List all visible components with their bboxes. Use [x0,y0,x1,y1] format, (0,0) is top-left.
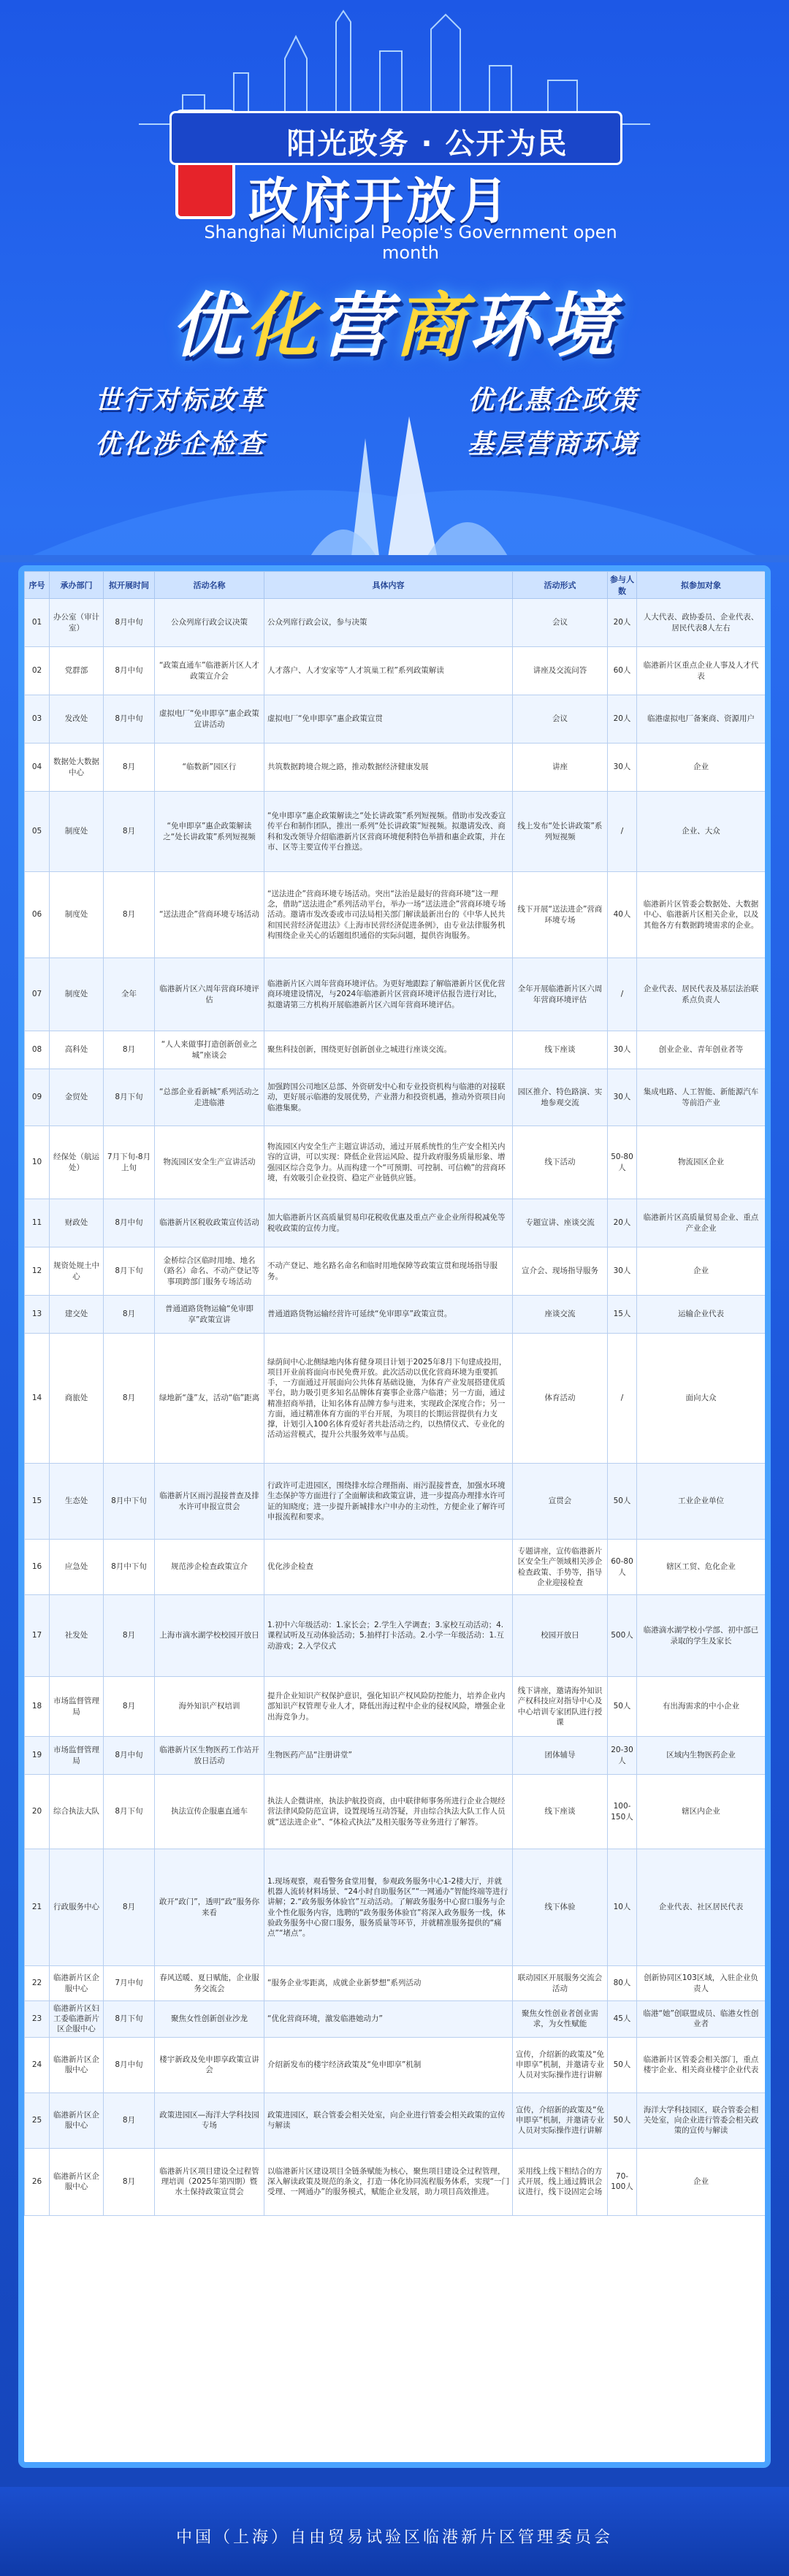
table-cell: 聚焦女性创业者创业需求，为女性赋能 [513,2001,608,2038]
table-cell: 8月 [104,1296,155,1334]
main-title: 政府开放月 [248,173,512,231]
table-cell: 会议 [513,695,608,744]
table-cell: 春风送暖、夏日赋能，企业服务交流会 [155,1966,264,2001]
table-cell: 物流园区安全生产宣讲活动 [155,1126,264,1199]
table-body [25,599,766,2216]
table-row [25,1775,766,1849]
table-cell: 加大临港新片区高质量贸易印花税收优惠及重点产业企业所得税减免等税收政策的宣传力度。 [264,1199,513,1247]
table-cell: 30人 [608,1247,637,1296]
table-cell: 建交处 [50,1296,104,1334]
table-cell: 16 [25,1540,50,1595]
table-cell: 8月 [104,872,155,958]
table-cell: 线下座谈 [513,1031,608,1069]
table-cell: 区域内生物医药企业 [637,1737,766,1775]
table-cell: 采用线上线下相结合的方式开展，线上通过腾讯会议进行，线下设固定会场 [513,2148,608,2215]
table-cell: 20-30人 [608,1737,637,1775]
table-cell: “总部企业看新城”系列活动之走进临港 [155,1069,264,1126]
table-cell: 500人 [608,1595,637,1677]
table-row [25,1849,766,1966]
table-cell: 50-80人 [608,1126,637,1199]
table-cell: 宣传，介绍新的政策及“免申即享”机制，并邀请专业人员对实际操作进行讲解 [513,2037,608,2092]
table-cell: 线下讲座，邀请海外知识产权科技应对指导中心及中心培训专家团队进行授课 [513,1677,608,1737]
hero-banner [0,0,789,562]
table-cell: 临港新片区项目建设全过程管理培训（2025年第四期）暨水土保持政策宣贯会 [155,2148,264,2215]
table-cell: 公众列席行政会议，参与决策 [264,599,513,647]
footer [0,2487,789,2576]
activity-table-panel [18,565,771,2468]
table-cell: 物流园区内安全生产主题宣讲活动，通过开展系统性的生产安全相关内容的宣讲，可以实现：降低企业营运风险、提升政府服务质量形象、增强园区综合竞争力。从而构建一个“可预期、可控制、可信赖”的营商环境，有效吸引企业投资、稳定产业链供应链。 [264,1126,513,1199]
table-cell: 临港新片区企服中心 [50,2092,104,2148]
table-cell: 企业 [637,744,766,792]
table-cell: 08 [25,1031,50,1069]
table-cell: 临港新片区生物医药工作站开放日活动 [155,1737,264,1775]
table-cell: 40人 [608,872,637,958]
table-row [25,1334,766,1464]
table-cell: 8月 [104,1849,155,1966]
table-row [25,1296,766,1334]
table-cell: 02 [25,647,50,695]
table-cell: 面向大众 [637,1334,766,1464]
column-header: 参与人数 [608,572,637,599]
table-cell: 党群部 [50,647,104,695]
table-cell: 23 [25,2001,50,2038]
table-cell: “送法进企”营商环境专场活动。突出“法治是最好的营商环境”这一理念，借助“送法进企”系列活动平台，举办一场“送法进企”营商环境专场活动。邀请市发改委或市司法局相关部门解读最新出台的《中华人民共和国民营经济促进法》《上海市民营经济促进条例》，由专业法律服务机构围绕企业关心的话题组织通俗的实际问题，提供咨询服务。 [264,872,513,958]
table-cell: 企业 [637,1247,766,1296]
table-cell: “人人来做事打造创新创业之城”座谈会 [155,1031,264,1069]
footer-org: 中国（上海）自由贸易试验区临港新片区管理委员会 [175,2529,613,2547]
table-cell: 团体辅导 [513,1737,608,1775]
table-cell: 规范涉企检查政策宣介 [155,1540,264,1595]
table-cell: 19 [25,1737,50,1775]
tag-4: 基层营商环境 [468,429,639,459]
table-cell: 8月中下旬 [104,1540,155,1595]
table-cell: 企业 [637,2148,766,2215]
table-cell: 临港新片区企服中心 [50,2037,104,2092]
slogan-text: 阳光政务 · 公开为民 [286,127,568,161]
column-header: 序号 [25,572,50,599]
table-row [25,2092,766,2148]
table-cell: 宣贯会 [513,1464,608,1540]
table-cell: 05 [25,792,50,872]
table-cell: 01 [25,599,50,647]
table-cell: 综合执法大队 [50,1775,104,1849]
table-cell: 1.初中六年级活动：1.家长会；2.学生入学调查；3.家校互动活动；4.课程试听及互动体验活动；5.抽样打卡活动。2.小学一年级活动：1.互动游戏；2.入学仪式 [264,1595,513,1677]
table-cell: “免申即享”惠企政策解读之“处长讲政策”系列短视频 [155,792,264,872]
table-cell: 普通道路货物运输经营许可延续“免审即享”政策宣贯。 [264,1296,513,1334]
table-cell: 17 [25,1595,50,1677]
table-cell: 8月中旬 [104,2037,155,2092]
english-subtitle: Shanghai Municipal People's Government open month [204,222,617,263]
table-cell: 人才落户、人才安家等“人才筑巢工程”系列政策解读 [264,647,513,695]
column-header: 拟参加对象 [637,572,766,599]
table-cell: 临港新片区妇工委临港新片区企服中心 [50,2001,104,2038]
table-cell: 行政许可走进园区，围绕排水综合理指南、雨污混接普查，加强水环境生态保护等方面进行了全面解读和政策宣讲，进一步提高办理排水许可证的知晓度；进一步提升新城排水户申办的主动性，方便企业了解许可申报流程和要求。 [264,1464,513,1540]
table-cell: 线下体验 [513,1849,608,1966]
table-cell: 虚拟电厂“免申即享”惠企政策宣贯 [264,695,513,744]
table-cell: 临港新片区管委会相关部门，重点楼宇企业、相关商业楼宇企业代表 [637,2037,766,2092]
table-row [25,1677,766,1737]
theme-part-1: 优 [171,285,245,367]
table-cell: “服务企业零距离，成就企业新梦想”系列活动 [264,1966,513,2001]
column-header: 活动名称 [155,572,264,599]
table-row [25,1126,766,1199]
table-cell: 执法宣传企服惠直通车 [155,1775,264,1849]
table-cell: 海洋大学科技园区，联合管委会相关处室，向企业进行管委会相关政策的宣传与解读 [637,2092,766,2148]
table-cell: “免申即享”惠企政策解读之“处长讲政策”系列短视频。借助市发改委宣传平台和制作团队，推出一系列“处长讲政策”短视频。拟邀请发改、商科和发改领导介绍临港新片区营商环境便利特色举措和惠企政策，并在市、区等主要宣传平台推送。 [264,792,513,872]
table-cell: 高科处 [50,1031,104,1069]
table-cell: 校园开放日 [513,1595,608,1677]
table-cell: 企业代表、居民代表及基层法治联系点负责人 [637,958,766,1031]
table-cell: 8月 [104,2092,155,2148]
table-cell: 50人 [608,2092,637,2148]
table-cell: 7月下旬-8月上旬 [104,1126,155,1199]
table-cell: 工业企业单位 [637,1464,766,1540]
table-cell: 有出海需求的中小企业 [637,1677,766,1737]
table-cell: “政策直通车”临港新片区人才政策宣介会 [155,647,264,695]
table-cell: 讲座 [513,744,608,792]
table-cell: 物流园区企业 [637,1126,766,1199]
table-cell: 以临港新片区建设项目全链条赋能为核心，聚焦项目建设全过程管理，深入解读政策及规范的条文，打造一体化协同流程服务体系，实现“一门受理、一网通办”的服务模式，赋能企业发展，助力项目高效推进。 [264,2148,513,2215]
table-row [25,2148,766,2215]
table-cell: 生态处 [50,1464,104,1540]
table-cell: 30人 [608,1031,637,1069]
table-cell: 线上发布“处长讲政策”系列短视频 [513,792,608,872]
table-cell: 8月中下旬 [104,1464,155,1540]
table-cell: 创新协同区103区域，入驻企业负责人 [637,1966,766,2001]
table-cell: 临港新片区企服中心 [50,2148,104,2215]
table-cell: 会议 [513,599,608,647]
table-cell: 财政处 [50,1199,104,1247]
table-cell: 8月中旬 [104,1199,155,1247]
table-cell: 共筑数据跨境合规之路，推动数据经济健康发展 [264,744,513,792]
table-row [25,1966,766,2001]
table-cell: 制度处 [50,958,104,1031]
table-cell: 临港新片区重点企业人事及人才代表 [637,647,766,695]
table-cell: 社发处 [50,1595,104,1677]
table-cell: 8月中旬 [104,1737,155,1775]
table-cell: 07 [25,958,50,1031]
table-row [25,792,766,872]
table-cell: 金桥综合区临时用地、地名（路名）命名、不动产登记等事项跨部门服务专场活动 [155,1247,264,1296]
table-cell: 专题讲座，宣传临港新片区安全生产领域相关涉企检查政策、手势等，指导企业迎接检查 [513,1540,608,1595]
table-cell: 执法人企微讲座，执法护航投资商，由中联律师事务所进行企业合规经营法律风险防范宣讲，设置现场互动答疑，并由综合执法大队工作人员就“送法进企业”、“体检式执法”及相关服务等业务进行了解答。 [264,1775,513,1849]
table-cell: 楼宇新政及免申即享政策宣讲会 [155,2037,264,2092]
table-cell: 8月下旬 [104,1069,155,1126]
table-cell: 60人 [608,647,637,695]
theme-title [0,270,789,370]
table-cell: 临港新片区高质量贸易企业、重点产业企业 [637,1199,766,1247]
table-row [25,647,766,695]
table-cell: 人大代表、政协委员、企业代表、居民代表8人左右 [637,599,766,647]
table-cell: “临数新”园区行 [155,744,264,792]
table-cell: 22 [25,1966,50,2001]
table-cell: 市场监督管理局 [50,1677,104,1737]
table-cell: 8月下旬 [104,1247,155,1296]
table-cell: 创业企业、青年创业者等 [637,1031,766,1069]
table-row [25,1464,766,1540]
table-cell: 20人 [608,599,637,647]
table-cell: 8月中旬 [104,647,155,695]
table-cell: 宣介会、现场指导服务 [513,1247,608,1296]
table-cell: 应急处 [50,1540,104,1595]
table-cell: “优化营商环境，激发临港她动力” [264,2001,513,2038]
table-cell: 50人 [608,1464,637,1540]
table-row [25,1737,766,1775]
table-cell: 运输企业代表 [637,1296,766,1334]
theme-part-4: 商 [394,285,469,367]
table-cell: 8月 [104,1677,155,1737]
table-cell: 25 [25,2092,50,2148]
table-cell: “送法进企”营商环境专场活动 [155,872,264,958]
table-cell: 聚焦科技创新，围绕更好创新创业之城进行座谈交流。 [264,1031,513,1069]
table-row [25,2037,766,2092]
table-cell: 8月下旬 [104,2001,155,2038]
table-header-row [25,572,766,599]
table-cell: 临港新片区六周年营商环境评估。为更好地跟踪了解临港新片区优化营商环境建设情况，与2024年临港新片区营商环境评估报告进行对比，拟邀请第三方机构开展临港新片区六周年营商环境评估。 [264,958,513,1031]
table-cell: 8月中旬 [104,599,155,647]
table-cell: 8月 [104,2148,155,2215]
table-cell: 辖区工贸、危化企业 [637,1540,766,1595]
table-cell: 临港新片区税收政策宣传活动 [155,1199,264,1247]
table-cell: 8月 [104,792,155,872]
table-cell: 规资处规土中心 [50,1247,104,1296]
table-cell: 联动园区开展服务交流会活动 [513,1966,608,2001]
table-cell: 50人 [608,1677,637,1737]
table-cell: 办公室（审计室） [50,599,104,647]
table-cell: 政策进园区—海洋大学科技园专场 [155,2092,264,2148]
table-cell: 03 [25,695,50,744]
table-cell: 线下开展“送法进企”营商环境专场 [513,872,608,958]
table-cell: 集成电路、人工智能、新能源汽车等前沿产业 [637,1069,766,1126]
table-cell: 21 [25,1849,50,1966]
table-row [25,1540,766,1595]
table-cell: 临港新片区雨污混接普查及排水许可申报宣贯会 [155,1464,264,1540]
table-cell: 制度处 [50,792,104,872]
table-cell: 企业代表、社区居民代表 [637,1849,766,1966]
table-cell: 30人 [608,744,637,792]
table-cell: 金贸处 [50,1069,104,1126]
table-cell: 加强跨国公司地区总部、外资研发中心和专业投资机构与临港的对接联动，更好展示临港的发展优势，产业潜力和投资机遇，推动外资项目向临港集聚。 [264,1069,513,1126]
table-cell: 70-100人 [608,2148,637,2215]
column-header: 具体内容 [264,572,513,599]
table-cell: 45人 [608,2001,637,2038]
column-header: 活动形式 [513,572,608,599]
column-header: 承办部门 [50,572,104,599]
table-cell: 专题宣讲、座谈交流 [513,1199,608,1247]
table-cell: 虚拟电厂“免申即享”惠企政策宣讲活动 [155,695,264,744]
table-cell: 临港新片区六周年营商环境评估 [155,958,264,1031]
table-row [25,1031,766,1069]
table-cell: 临港虚拟电厂备案商、资源用户 [637,695,766,744]
table-cell: 宣传，介绍新的政策及“免申即享”机制，并邀请专业人员对实际操作进行讲解 [513,2092,608,2148]
table-cell: 不动产登记、地名路名命名和临时用地保障等政策宣贯和现场指导服务。 [264,1247,513,1296]
table-cell: 20 [25,1775,50,1849]
table-cell: 80人 [608,1966,637,2001]
table-cell: / [608,792,637,872]
table-cell: 临港新片区企服中心 [50,1966,104,2001]
table-cell: 经保处（航运处） [50,1126,104,1199]
theme-part-3: 营 [320,285,394,367]
table-cell: 8月中旬 [104,695,155,744]
table-cell: 15人 [608,1296,637,1334]
tag-3: 优化涉企检查 [95,429,267,459]
table-row [25,695,766,744]
table-cell: 临港新片区管委会数据处、大数据中心、临港新片区相关企业，以及其他各方有数据跨境需求的企业。 [637,872,766,958]
table-cell: 海外知识产权培训 [155,1677,264,1737]
activity-table [24,571,766,2216]
theme-part-2: 化 [245,285,320,367]
table-cell: 30人 [608,1069,637,1126]
column-header: 拟开展时间 [104,572,155,599]
table-cell: / [608,1334,637,1464]
table-cell: 园区推介、特色路演、实地参观交流 [513,1069,608,1126]
table-cell: 60-80人 [608,1540,637,1595]
table-row [25,1069,766,1126]
table-cell: 11 [25,1199,50,1247]
table-cell: 聚焦女性创新创业沙龙 [155,2001,264,2038]
table-cell: 辖区内企业 [637,1775,766,1849]
table-cell: 生物医药产品“注册讲堂” [264,1737,513,1775]
table-cell: 商旅处 [50,1334,104,1464]
table-cell: 发改处 [50,695,104,744]
table-cell: 全年 [104,958,155,1031]
table-cell: 制度处 [50,872,104,958]
table-cell: 线下活动 [513,1126,608,1199]
table-cell: 敢开“政门”，透明“政”服务你来看 [155,1849,264,1966]
table-cell: 介绍新发布的楼宇经济政策及“免申即享”机制 [264,2037,513,2092]
table-cell: 15 [25,1464,50,1540]
table-row [25,2001,766,2038]
table-cell: 8月 [104,1595,155,1677]
table-cell: 12 [25,1247,50,1296]
table-cell: 体育活动 [513,1334,608,1464]
table-cell: 20人 [608,695,637,744]
table-cell: 讲座及交流问答 [513,647,608,695]
table-cell: 政策进园区，联合管委会相关处室，向企业进行管委会相关政策的宣传与解读 [264,2092,513,2148]
table-cell: 24 [25,2037,50,2092]
table-cell: 线下座谈 [513,1775,608,1849]
decorative-buildings [0,409,789,562]
table-cell: 上海市滴水湖学校校园开放日 [155,1595,264,1677]
table-cell: / [608,958,637,1031]
table-cell: 全年开展临港新片区六周年营商环境评估 [513,958,608,1031]
table-cell: 100-150人 [608,1775,637,1849]
table-cell: 优化涉企检查 [264,1540,513,1595]
table-cell: 行政服务中心 [50,1849,104,1966]
table-cell: 公众列席行政会议决策 [155,599,264,647]
table-cell: 提升企业知识产权保护意识，强化知识产权风险防控能力，培养企业内部知识产权管理专业人才，降低出海过程中企业的侵权风险，增强企业出海竞争力。 [264,1677,513,1737]
table-row [25,599,766,647]
table-cell: 市场监督管理局 [50,1737,104,1775]
table-cell: 20人 [608,1199,637,1247]
table-cell: 普通道路货物运输“免审即享”政策宣讲 [155,1296,264,1334]
table-row [25,872,766,958]
table-cell: 8月下旬 [104,1775,155,1849]
tag-1: 世行对标改革 [95,386,267,416]
table-cell: 7月中旬 [104,1966,155,2001]
table-cell: 8月 [104,744,155,792]
table-row [25,1247,766,1296]
table-cell: 座谈交流 [513,1296,608,1334]
table-cell: 09 [25,1069,50,1126]
tag-2: 优化惠企政策 [468,386,639,416]
table-cell: 企业、大众 [637,792,766,872]
table-cell: 06 [25,872,50,958]
slogan-banner [169,111,622,165]
table-cell: 10人 [608,1849,637,1966]
table-cell: 绿荫间中心北侧绿地内体育健身项目计划于2025年8月下旬建成投用，项目开业前将面向市民免费开放。此次活动以优化营商环境为重要抓手，一方面通过开展面向公共体育基础设施，为体育产业发展搭建优质平台，助力吸引更多知名品牌体育赛事企业落户临港；另一方面，通过精准招商举措，让知名体育品牌方参与进来，实现政企深度合作；另一方面，通过精准体育方面的平台开展，为项目的长期运营提供有力支撑，计划引入100名体育爱好者共赴活动之约，以热情仪式、专业化的活动运营模式，提升公共服务效率与品质。 [264,1334,513,1464]
table-cell: 8月 [104,1031,155,1069]
theme-part-5: 环境 [469,285,618,367]
table-cell: 50人 [608,2037,637,2092]
table-cell: 13 [25,1296,50,1334]
table-row [25,1595,766,1677]
table-cell: 26 [25,2148,50,2215]
table-row [25,1199,766,1247]
table-cell: 临港滴水湖学校小学部、初中部已录取的学生及家长 [637,1595,766,1677]
table-cell: 绿地新“蓬”友，活动“临”距离 [155,1334,264,1464]
table-cell: 04 [25,744,50,792]
table-cell: 数据处大数据中心 [50,744,104,792]
table-cell: 14 [25,1334,50,1464]
table-cell: 临港“她”创联盟成员、临港女性创业者 [637,2001,766,2038]
table-cell: 1.现场观察，观看警务食堂用餐，参观政务服务中心1-2楼大厅，并就机器人流转材料场景、“24小时自助服务区”“一网通办”智能终端等进行讲解；2.“政务服务体验官”互动活动。了解政务服务中心窗口服务与企业个性化服务内容，选聘的“政务服务体验官”将深入政务服务一线，体验政务服务中心窗口服务，服务质量等环节，并就精准服务提供的“痛点”“堵点”。 [264,1849,513,1966]
table-cell: 8月 [104,1334,155,1464]
table-row [25,744,766,792]
table-row [25,958,766,1031]
table-cell: 10 [25,1126,50,1199]
table-cell: 18 [25,1677,50,1737]
